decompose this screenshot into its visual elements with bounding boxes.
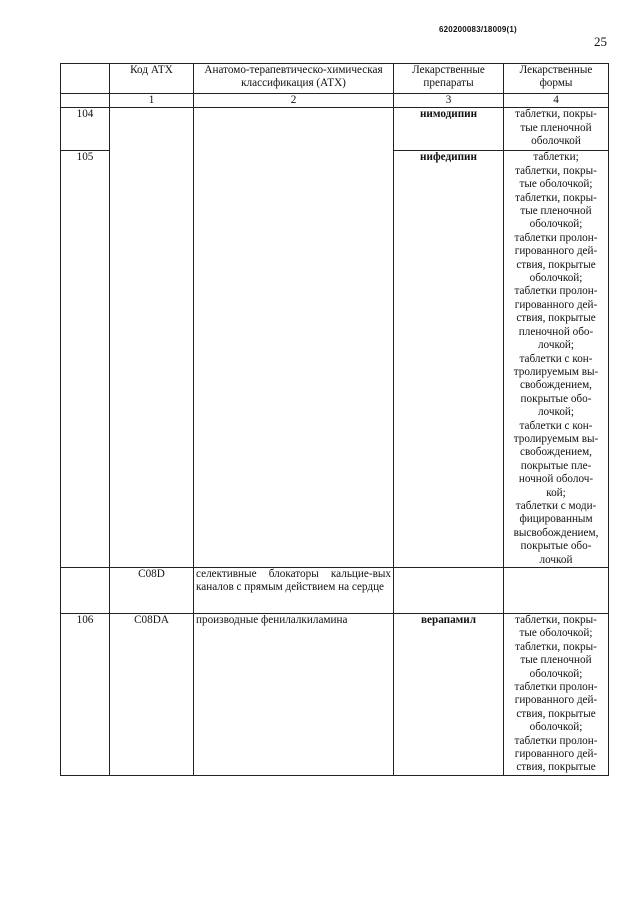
- document-id: 620200083/18009(1): [439, 25, 517, 34]
- col-header-drugs: Лекарственные препараты: [394, 64, 504, 94]
- drug-name: [394, 568, 504, 614]
- col-number-3: 3: [394, 94, 504, 108]
- dosage-form-line: гированного дей-: [514, 694, 598, 707]
- row-number: 106: [61, 614, 110, 776]
- atc-code-cell: [110, 108, 194, 568]
- dosage-form-line: гированного дей-: [514, 748, 598, 761]
- dosage-form-line: лочкой;: [537, 339, 575, 352]
- drug-name: нифедипин: [394, 151, 504, 568]
- dosage-form-line: свобождением,: [520, 379, 592, 392]
- drug-name: верапамил: [394, 614, 504, 776]
- classification-cell: [194, 108, 394, 568]
- dosage-form-line: лочкой: [539, 553, 573, 566]
- dosage-form-line: оболочкой;: [529, 272, 583, 285]
- dosage-form-line: таблетки с кон-: [519, 419, 593, 432]
- col-number-4: 4: [504, 94, 609, 108]
- column-number-row: [61, 94, 609, 108]
- dosage-form-line: таблетки пролон-: [514, 231, 598, 244]
- dosage-form-line: тролируемым вы-: [513, 365, 599, 378]
- dosage-form-line: тые пленочной: [520, 654, 592, 667]
- dosage-form-line: ствия, покрытые: [516, 707, 596, 720]
- col-header-num: [61, 64, 110, 94]
- dosage-form-line: покрытые обо-: [520, 392, 592, 405]
- dosage-form-line: кой;: [546, 486, 566, 499]
- dosage-form-line: тролируемым вы-: [513, 432, 599, 445]
- dosage-form-line: таблетки, покры-: [515, 164, 597, 177]
- dosage-form-line: лочкой;: [537, 406, 575, 419]
- dosage-form-line: таблетки пролон-: [514, 681, 598, 694]
- dosage-form-line: покрытые обо-: [520, 540, 592, 553]
- dosage-form-line: таблетки;: [533, 151, 579, 164]
- table-header-row: [61, 64, 609, 94]
- dosage-form-line: оболочкой;: [529, 218, 583, 231]
- row-number: 105: [61, 151, 110, 568]
- dosage-form-line: высвобождением,: [513, 526, 599, 539]
- row-number: 104: [61, 108, 110, 151]
- row-number: [61, 568, 110, 614]
- table-row: [61, 108, 609, 151]
- col-number-0: [61, 94, 110, 108]
- dosage-form-line: пленочной обо-: [518, 325, 594, 338]
- classification-cell: селективные блокаторы кальцие-вых каналов с прямым действием на сердце: [194, 568, 394, 614]
- dosage-form-line: тые оболочкой;: [519, 178, 593, 191]
- col-number-1: 1: [110, 94, 194, 108]
- dosage-form-line: тые пленочной: [520, 121, 592, 134]
- dosage-forms: [504, 151, 609, 568]
- col-header-code: Код АТХ: [110, 64, 194, 94]
- dosage-form-line: гированного дей-: [514, 298, 598, 311]
- dosage-form-line: таблетки, покры-: [515, 108, 597, 121]
- dosage-form-line: тые оболочкой;: [519, 627, 593, 640]
- dosage-form-line: оболочкой;: [529, 721, 583, 734]
- dosage-form-line: таблетки, покры-: [515, 640, 597, 653]
- dosage-form-line: оболочкой;: [529, 667, 583, 680]
- dosage-form-line: таблетки пролон-: [514, 285, 598, 298]
- dosage-form-line: фицированным: [519, 513, 593, 526]
- dosage-form-line: ствия, покрытые: [516, 312, 596, 325]
- dosage-form-line: таблетки с моди-: [515, 499, 597, 512]
- atc-code-cell: C08D: [110, 568, 194, 614]
- page-number: 25: [594, 34, 607, 49]
- classification-cell: производные фенилалкиламина: [194, 614, 394, 776]
- dosage-form-line: ствия, покрытые: [516, 258, 596, 271]
- drug-name: нимодипин: [394, 108, 504, 151]
- table-row: [61, 568, 609, 614]
- atc-code-cell: C08DA: [110, 614, 194, 776]
- col-header-classification: Анатомо-терапевтическо-химическая классификация (АТХ): [194, 64, 394, 94]
- dosage-form-line: ночной оболоч-: [518, 473, 594, 486]
- dosage-forms: [504, 568, 609, 614]
- dosage-forms: [504, 108, 609, 151]
- dosage-form-line: таблетки, покры-: [515, 191, 597, 204]
- col-number-2: 2: [194, 94, 394, 108]
- dosage-form-line: таблетки, покры-: [515, 614, 597, 626]
- dosage-form-line: ствия, покрытые: [516, 761, 596, 774]
- dosage-forms: [504, 614, 609, 776]
- col-header-forms: Лекарственные формы: [504, 64, 609, 94]
- dosage-form-line: таблетки пролон-: [514, 734, 598, 747]
- dosage-form-line: оболочкой: [531, 135, 581, 148]
- dosage-form-line: тые пленочной: [520, 205, 592, 218]
- dosage-form-line: свобождением,: [520, 446, 592, 459]
- atc-table: [60, 63, 609, 776]
- dosage-form-line: таблетки с кон-: [519, 352, 593, 365]
- dosage-form-line: покрытые пле-: [520, 459, 592, 472]
- dosage-form-line: гированного дей-: [514, 245, 598, 258]
- table-row: [61, 614, 609, 776]
